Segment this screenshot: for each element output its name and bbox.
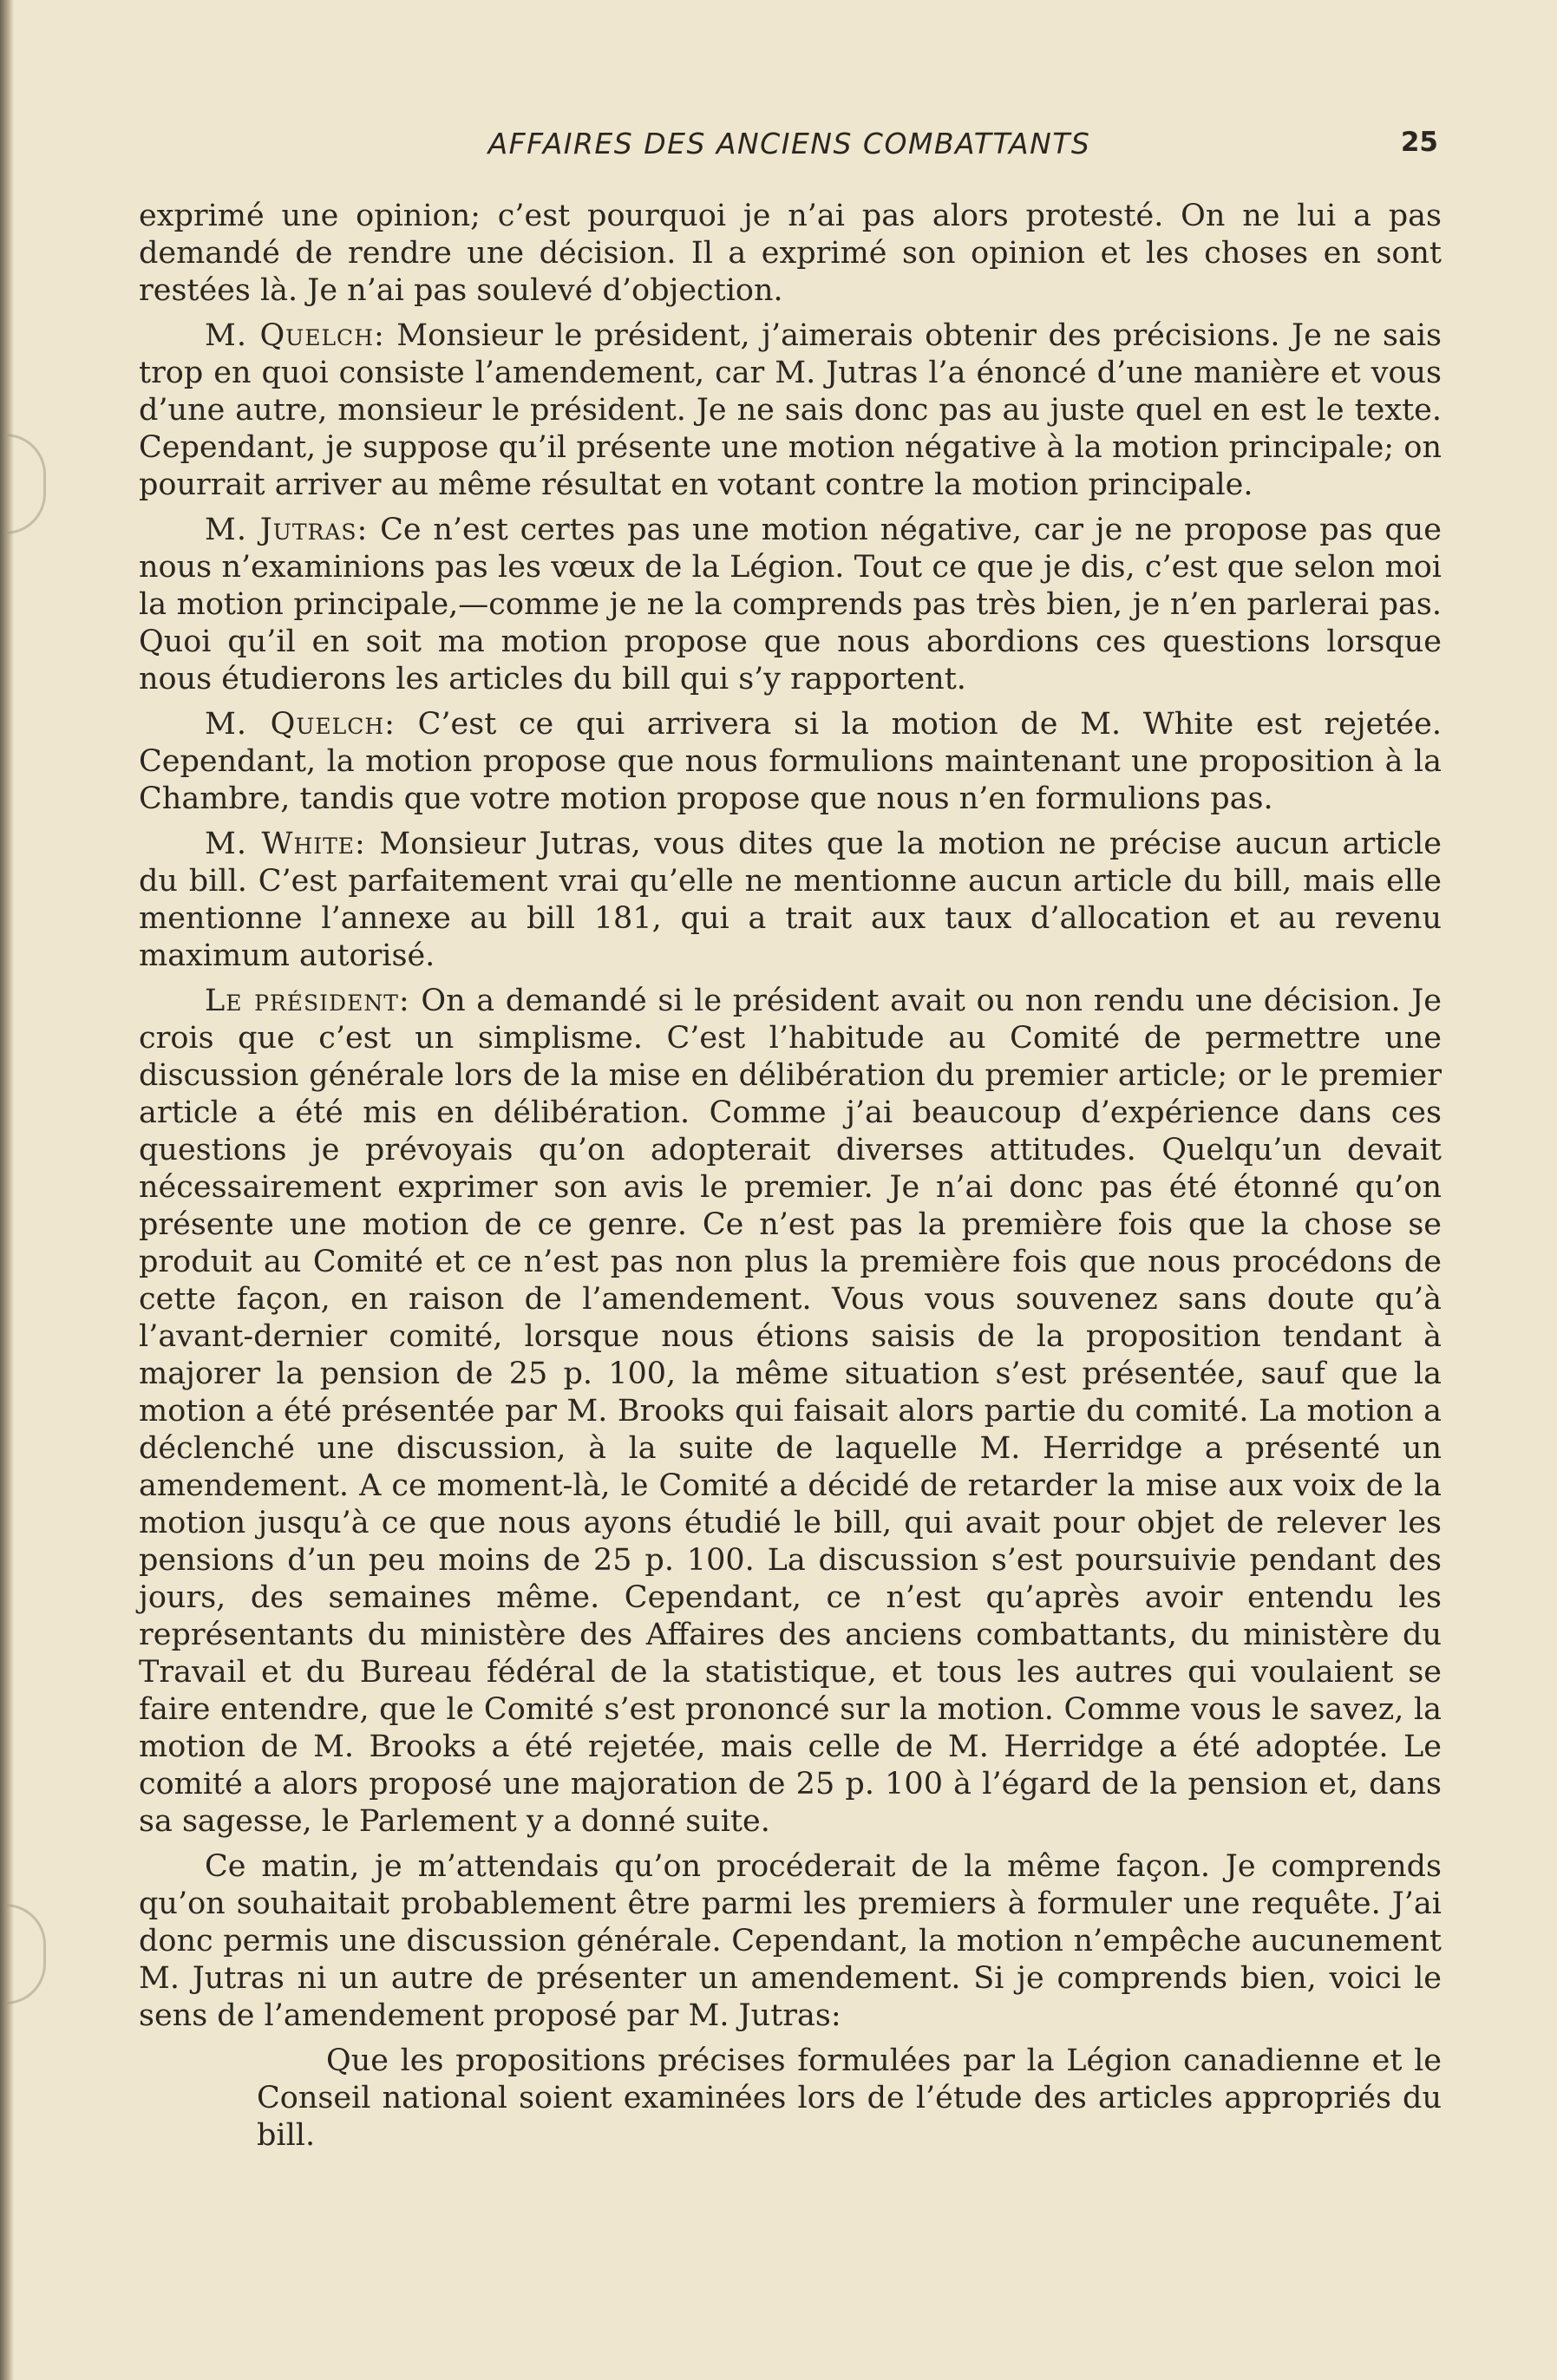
page-number: 25 <box>1400 127 1438 158</box>
binding-hole-mark-top <box>5 434 46 534</box>
running-title: AFFAIRES DES ANCIENS COMBATTANTS <box>487 127 1091 160</box>
amendment-quote: Que les propositions précises formulées par la Légion canadienne et le Conseil national soient examinées lors de l’étude des articles appropriés du bill. <box>257 2043 1442 2153</box>
speaker-name: M. Jutras: <box>205 513 369 547</box>
speaker-name: Le président: <box>205 984 410 1018</box>
document-body <box>139 198 1442 2162</box>
paragraph-president-cont <box>139 1848 1442 2035</box>
speaker-name: M. Quelch: <box>205 707 396 742</box>
paragraph-continuation <box>139 198 1442 310</box>
speaker-name: M. Quelch: <box>205 318 385 353</box>
paragraph-quelch-2 <box>139 706 1442 818</box>
paragraph-jutras <box>139 512 1442 698</box>
paragraph-text: Monsieur le président, j’aimerais obtenir des précisions. Je ne sais trop en quoi consiste l’amendement, car M. Jutras l’a énoncé d’une manière et vous d’une autre, monsieur le président. Je ne sais donc pas au juste quel en est le texte. Cependant, je suppose qu’il présente une motion négative à la motion principale; on pourrait arriver au même résultat en votant contre la motion principale. <box>139 318 1442 502</box>
paragraph-text: C’est ce qui arrivera si la motion de M. White est rejetée. Cependant, la motion propose que nous formulions maintenant une proposition à la Chambre, tandis que votre motion propose que nous n’en formulions pas. <box>139 707 1442 816</box>
paragraph-text: Ce matin, je m’attendais qu’on procéderait de la même façon. Je comprends qu’on souhaitait probablement être parmi les premiers à formuler une requête. J’ai donc permis une discussion générale. Cependant, la motion n’empêche aucunement M. Jutras ni un autre de présenter un amendement. Si je comprends bien, voici le sens de l’amendement proposé par M. Jutras: <box>139 1849 1442 2033</box>
speaker-name: M. White: <box>205 827 366 861</box>
paragraph-text: Ce n’est certes pas une motion négative, car je ne propose pas que nous n’examinions pas les vœux de la Légion. Tout ce que je dis, c’est que selon moi la motion principale,—comme je ne la comprends pas très bien, je n’en parlerai pas. Quoi qu’il en soit ma motion propose que nous abordions ces questions lorsque nous étudierons les articles du bill qui s’y rapportent. <box>139 513 1442 696</box>
binding-hole-mark-bottom <box>5 1904 46 2004</box>
paragraph-quelch-1 <box>139 317 1442 504</box>
paragraph-text: exprimé une opinion; c’est pourquoi je n’ai pas alors protesté. On ne lui a pas demandé de rendre une décision. Il a exprimé son opinion et les choses en sont restées là. Je n’ai pas soulevé d’objection. <box>139 199 1442 308</box>
running-header <box>139 127 1440 170</box>
paragraph-text: On a demandé si le président avait ou non rendu une décision. Je crois que c’est un simplisme. C’est l’habitude au Comité de permettre une discussion générale lors de la mise en délibération du premier article; or le premier article a été mis en délibération. Comme j’ai beaucoup d’expérience dans ces questions je prévoyais qu’on adopterait diverses attitudes. Quelqu’un devait nécessairement exprimer son avis le premier. Je n’ai donc pas été étonné qu’on présente une motion de ce genre. Ce n’est pas la première fois que la chose se produit au Comité et ce n’est pas non plus la première fois que nous procédons de cette façon, en raison de l’amendement. Vous vous souvenez sans doute qu’à l’avant-dernier comité, lorsque nous étions saisis de la proposition tendant à majorer la pension de 25 p. 100, la même situation s’est présentée, sauf que la motion a été présentée par M. Brooks qui faisait alors partie du comité. La motion a déclenché une discussion, à la suite de laquelle M. Herridge a présenté un amendement. A ce moment-là, le Comité a décidé de retarder la mise aux voix de la motion jusqu’à ce que nous ayons étudié le bill, qui avait pour objet de relever les pensions d’un peu moins de 25 p. 100. La discussion s’est poursuivie pendant des jours, des semaines même. Cependant, ce n’est qu’après avoir entendu les représentants du ministère des Affaires des anciens combattants, du ministère du Travail et du Bureau fédéral de la statistique, et tous les autres qui voulaient se faire entendre, que le Comité s’est prononcé sur la motion. Comme vous le savez, la motion de M. Brooks a été rejetée, mais celle de M. Herridge a été adoptée. Le comité a alors proposé une majoration de 25 p. 100 à l’égard de la pension et, dans sa sagesse, le Parlement y a donné suite. <box>139 984 1442 1839</box>
paragraph-text: Monsieur Jutras, vous dites que la motion ne précise aucun article du bill. C’est parfaitement vrai qu’elle ne mentionne aucun article du bill, mais elle mentionne l’annexe au bill 181, qui a trait aux taux d’allocation et au revenu maximum autorisé. <box>139 827 1442 973</box>
paragraph-white <box>139 826 1442 975</box>
page-binding-edge <box>0 0 14 2380</box>
paragraph-president <box>139 983 1442 1841</box>
